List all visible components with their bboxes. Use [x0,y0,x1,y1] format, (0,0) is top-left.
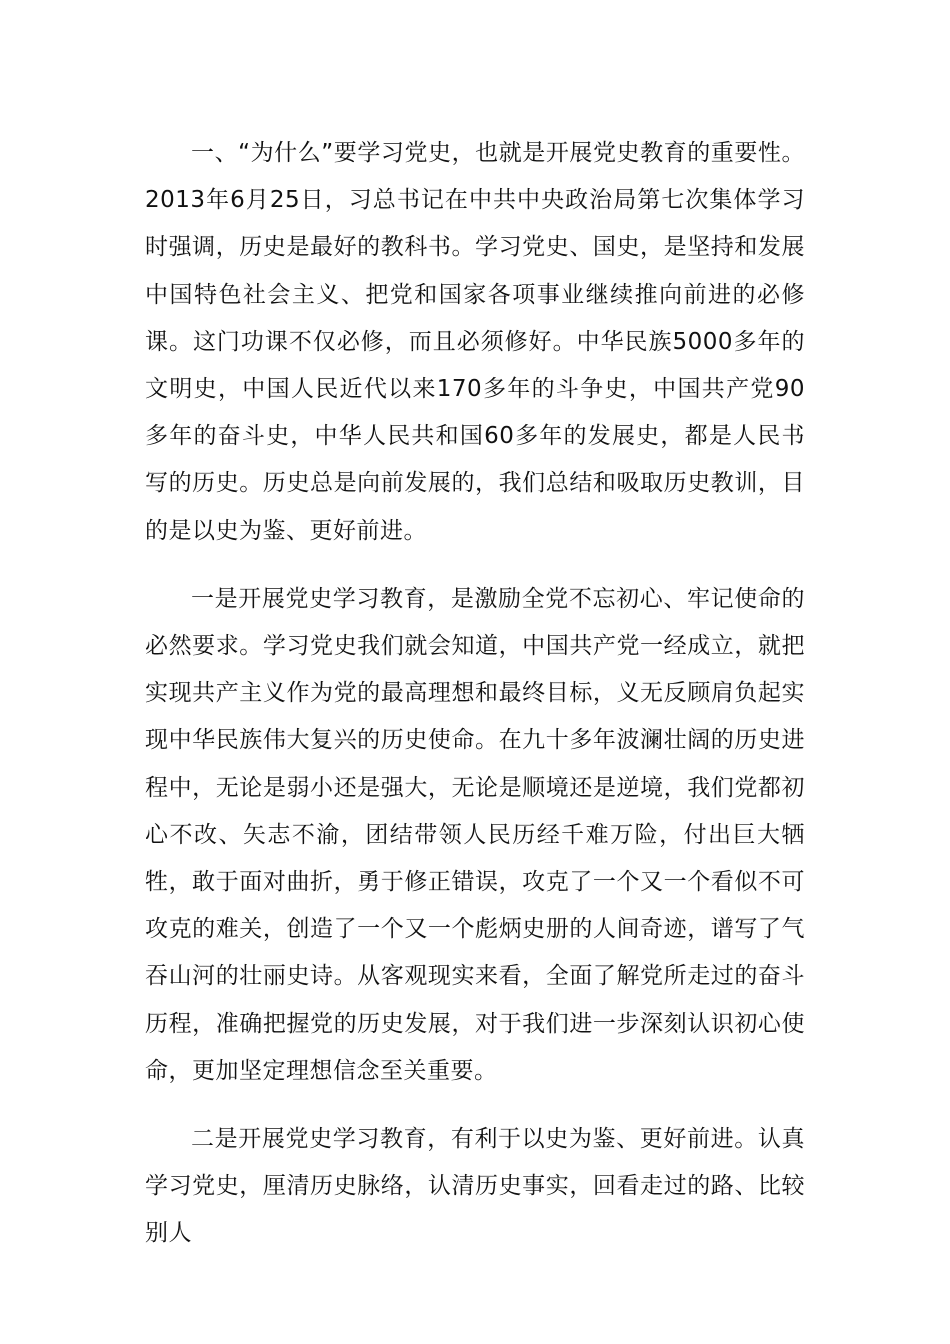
paragraph-1: 一、“为什么”要学习党史，也就是开展党史教育的重要性。2013年6月25日，习总书记在中共中央政治局第七次集体学习时强调，历史是最好的教科书。学习党史、国史，是坚持和发展中国特色社会主义、把党和国家各项事业继续推向前进的必修课。这门功课不仅必修，而且必须修好。中华民族5000多年的文明史，中国人民近代以来170多年的斗争史，中国共产党90多年的奋斗史，中华人民共和国60多年的发展史，都是人民书写的历史。历史总是向前发展的，我们总结和吸取历史教训，目的是以史为鉴、更好前进。 [145,140,805,544]
paragraph-3: 二是开展党史学习教育，有利于以史为鉴、更好前进。认真学习党史，厘清历史脉络，认清历史事实，回看走过的路、比较别人 [145,1126,805,1247]
paragraph-2: 一是开展党史学习教育，是激励全党不忘初心、牢记使命的必然要求。学习党史我们就会知道，中国共产党一经成立，就把实现共产主义作为党的最高理想和最终目标，义无反顾肩负起实现中华民族伟大复兴的历史使命。在九十多年波澜壮阔的历史进程中，无论是弱小还是强大，无论是顺境还是逆境，我们党都初心不改、矢志不渝，团结带领人民历经千难万险，付出巨大牺牲，敢于面对曲折，勇于修正错误，攻克了一个又一个看似不可攻克的难关，创造了一个又一个彪炳史册的人间奇迹，谱写了气吞山河的壮丽史诗。从客观现实来看，全面了解党所走过的奋斗历程，准确把握党的历史发展，对于我们进一步深刻认识初心使命，更加坚定理想信念至关重要。 [145,585,805,1084]
document-body [145,130,805,1258]
